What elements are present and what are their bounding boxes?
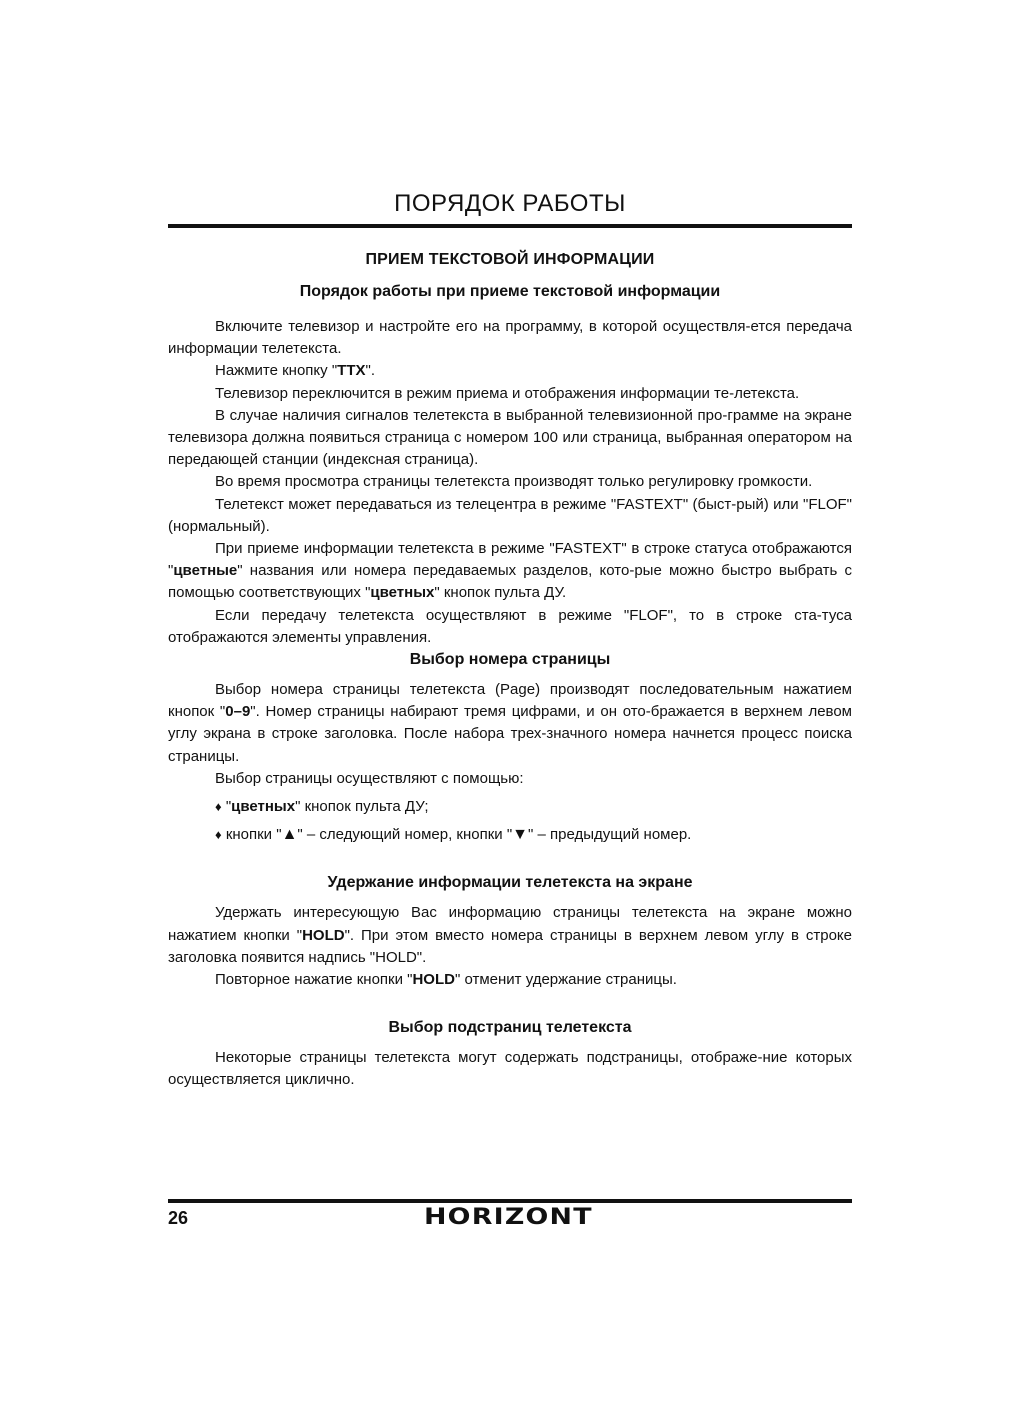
key-name: TTX [337,362,366,380]
paragraph: Выбор страницы осуществляют с помощью: [215,769,524,787]
running-title: ПОРЯДОК РАБОТЫ [394,190,626,217]
paragraph: Нажмите кнопку "TTX". [215,362,375,380]
paragraph: Некоторые страницы телетекста могут содержать подстраницы, отображе-ние которых осуществляется циклично. [168,1049,852,1089]
paragraph: Включите телевизор и настройте его на программу, в которой осуществля-ется передача информации телетекста. [168,318,852,358]
paragraph: Удержать интересующую Вас информацию страницы телетекста на экране можно нажатием кнопки "HOLD". При этом вместо номера страницы в верхнем левом углу в строке заголовка появится надпись "HOLD". [168,904,852,966]
bullet-icon: ♦ [215,799,222,815]
subsection-title-hold: Удержание информации телетекста на экране [327,874,693,892]
paragraph: В случае наличия сигналов телетекста в выбранной телевизионной про-грамме на экране телевизора должна появиться страница с номером 100 или страница, выбранная оператором на передающей станции (индексная страница). [168,406,852,469]
paragraph: Повторное нажатие кнопки "HOLD" отменит удержание страницы. [215,971,677,989]
paragraph: Выбор номера страницы телетекста (Page) производят последовательным нажатием кнопок "0–9". Номер страницы набирают тремя цифрами, и он ото-бражается в верхнем левом углу экрана в строке заголовка. После набора трех-значного номера начнется процесс поиска страницы. [168,681,852,765]
paragraph: Телетекст может передаваться из телецентра в режиме "FASTEXT" (быст-рый) или "FLOF" (нормальный). [168,495,852,535]
bullet-icon: ♦ [215,827,222,843]
paragraph: Во время просмотра страницы телетекста производят только регулировку громкости. [215,473,813,491]
paragraph: При приеме информации телетекста в режиме "FASTEXT" в строке статуса отображаются "цветные" названия или номера передаваемых разделов, кото-рые можно быстро выбрать с помощью соответствующих "цветных" кнопок пульта ДУ. [168,540,852,602]
arrow-down-icon: ▼ [512,826,528,844]
subsection-title-page-select: Выбор номера страницы [409,651,611,669]
section-title: ПРИЕМ ТЕКСТОВОЙ ИНФОРМАЦИИ [365,251,655,268]
paragraph: Если передачу телетекста осуществляют в режиме "FLOF", то в строке ста-туса отображаются элементы управления. [168,606,852,646]
list-item: ♦ кнопки "▲" – следующий номер, кнопки "▼" – предыдущий номер. [215,826,692,844]
arrow-up-icon: ▲ [281,826,298,844]
paragraph: Телевизор переключится в режим приема и отображения информации те-летекста. [215,384,800,402]
brand-logo: HORIZONT [424,1205,593,1230]
header-rule [168,224,852,228]
subsection-title-subpages: Выбор подстраниц телетекста [388,1019,632,1037]
page-body [168,190,852,1092]
footer-rule [168,1199,852,1203]
subsection-title-operation: Порядок работы при приеме текстовой информации [299,283,721,300]
list-item: ♦ "цветных" кнопок пульта ДУ; [215,798,429,816]
page-number: 26 [168,1208,189,1228]
